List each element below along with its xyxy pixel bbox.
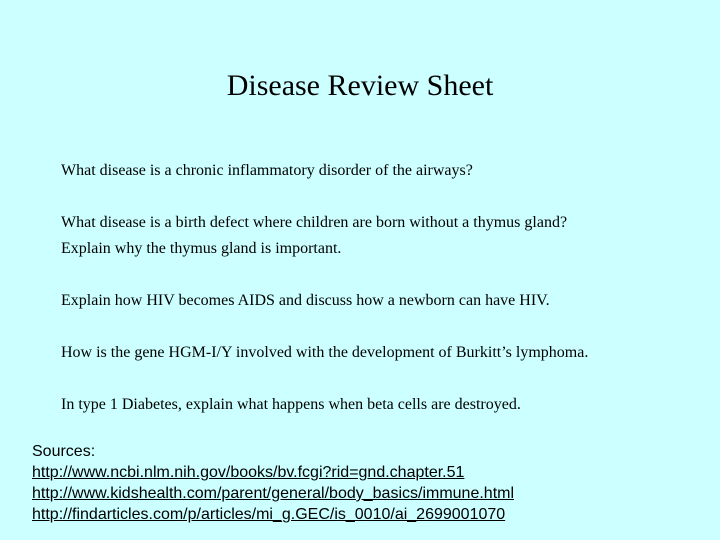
question-list bbox=[61, 158, 701, 418]
source-link-kidshealth[interactable]: http://www.kidshealth.com/parent/general/body_basics/immune.html bbox=[32, 485, 515, 502]
question-text: What disease is a birth defect where children are born without a thymus gland? bbox=[61, 214, 568, 231]
question-item bbox=[61, 392, 701, 418]
question-item bbox=[61, 210, 701, 262]
question-text: In type 1 Diabetes, explain what happens when beta cells are destroyed. bbox=[61, 396, 521, 413]
source-link-ncbi[interactable]: http://www.ncbi.nlm.nih.gov/books/bv.fcgi?rid=gnd.chapter.51 bbox=[32, 464, 465, 481]
page-title: Disease Review Sheet bbox=[226, 69, 494, 102]
question-item bbox=[61, 288, 701, 314]
sources-heading: Sources: bbox=[32, 443, 96, 460]
question-item bbox=[61, 158, 701, 184]
question-text: What disease is a chronic inflammatory disorder of the airways? bbox=[61, 162, 473, 179]
question-text: Explain why the thymus gland is important. bbox=[61, 240, 342, 257]
question-item bbox=[61, 340, 701, 366]
question-text: How is the gene HGM-I/Y involved with the development of Burkitt’s lymphoma. bbox=[61, 344, 589, 361]
sources-section bbox=[32, 441, 712, 525]
source-link-findarticles[interactable]: http://findarticles.com/p/articles/mi_g.GEC/is_0010/ai_2699001070 bbox=[32, 506, 506, 523]
question-text: Explain how HIV becomes AIDS and discuss how a newborn can have HIV. bbox=[61, 292, 550, 309]
